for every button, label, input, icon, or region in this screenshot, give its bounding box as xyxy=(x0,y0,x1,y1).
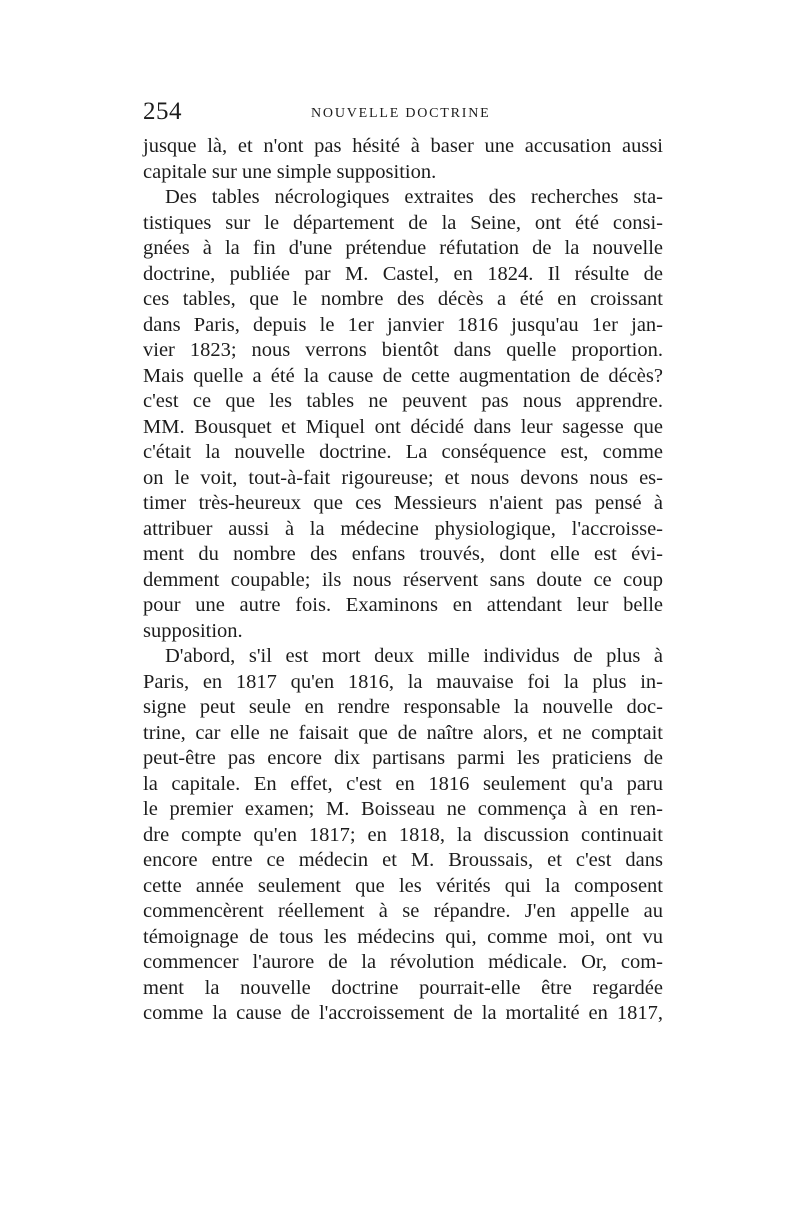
text-line: Mais quelle a été la cause de cette augmentation de décès? xyxy=(143,364,663,387)
text-line: ces tables, que le nombre des décès a été en croissant xyxy=(143,288,663,310)
text-line: ment du nombre des enfans trouvés, dont elle est évi- xyxy=(143,543,663,565)
text-line: c'est ce que les tables ne peuvent pas nous apprendre. xyxy=(143,390,663,412)
text-line: gnées à la fin d'une prétendue réfutation de la nouvelle xyxy=(143,237,663,259)
text-line: attribuer aussi à la médecine physiologique, l'accroisse- xyxy=(143,517,663,540)
page-number: 254 xyxy=(143,98,182,125)
text-line: comme la cause de l'accroissement de la mortalité en 1817, xyxy=(143,1002,663,1024)
text-line: commencèrent réellement à se répandre. J'en appelle au xyxy=(143,900,663,922)
text-line: tistiques sur le département de la Seine, ont été consi- xyxy=(143,211,663,234)
text-line: témoignage de tous les médecins qui, comme moi, ont vu xyxy=(143,925,663,948)
text-line: MM. Bousquet et Miquel ont décidé dans leur sagesse que xyxy=(143,415,663,438)
page-header xyxy=(143,98,663,132)
text-line: cette année seulement que les vérités qui la composent xyxy=(143,874,663,897)
text-line: c'était la nouvelle doctrine. La conséquence est, comme xyxy=(143,441,663,463)
text-line: jusque là, et n'ont pas hésité à baser une accusation aussi xyxy=(143,135,663,157)
text-line: supposition. xyxy=(143,619,243,642)
text-line: on le voit, tout-à-fait rigoureuse; et nous devons nous es- xyxy=(143,466,663,489)
text-line: encore entre ce médecin et M. Broussais, et c'est dans xyxy=(143,849,663,871)
text-line: la capitale. En effet, c'est en 1816 seulement qu'a paru xyxy=(143,772,663,795)
text-line: demment coupable; ils nous réservent sans doute ce coup xyxy=(143,568,663,591)
text-line: pour une autre fois. Examinons en attendant leur belle xyxy=(143,594,663,616)
text-line: le premier examen; M. Boisseau ne commença à en ren- xyxy=(143,798,663,820)
text-line: peut-être pas encore dix partisans parmi les praticiens de xyxy=(143,747,663,769)
text-line: capitale sur une simple supposition. xyxy=(143,160,437,183)
text-line: trine, car elle ne faisait que de naître alors, et ne comptait xyxy=(143,721,663,744)
running-head: NOUVELLE DOCTRINE xyxy=(311,106,491,121)
text-line: D'abord, s'il est mort deux mille individus de plus à xyxy=(165,645,663,667)
text-line: signe peut seule en rendre responsable la nouvelle doc- xyxy=(143,696,663,718)
text-line: ment la nouvelle doctrine pourrait-elle être regardée xyxy=(143,976,663,999)
text-line: dre compte qu'en 1817; en 1818, la discussion continuait xyxy=(143,823,663,846)
text-line: Des tables nécrologiques extraites des recherches sta- xyxy=(165,186,663,208)
text-line: dans Paris, depuis le 1er janvier 1816 jusqu'au 1er jan- xyxy=(143,313,663,336)
body-text xyxy=(143,134,663,1027)
text-line: Paris, en 1817 qu'en 1816, la mauvaise foi la plus in- xyxy=(143,670,663,693)
text-line: vier 1823; nous verrons bientôt dans quelle proportion. xyxy=(143,339,663,361)
text-line: commencer l'aurore de la révolution médicale. Or, com- xyxy=(143,951,663,973)
text-line: timer très-heureux que ces Messieurs n'aient pas pensé à xyxy=(143,492,663,514)
text-line: doctrine, publiée par M. Castel, en 1824. Il résulte de xyxy=(143,262,663,285)
